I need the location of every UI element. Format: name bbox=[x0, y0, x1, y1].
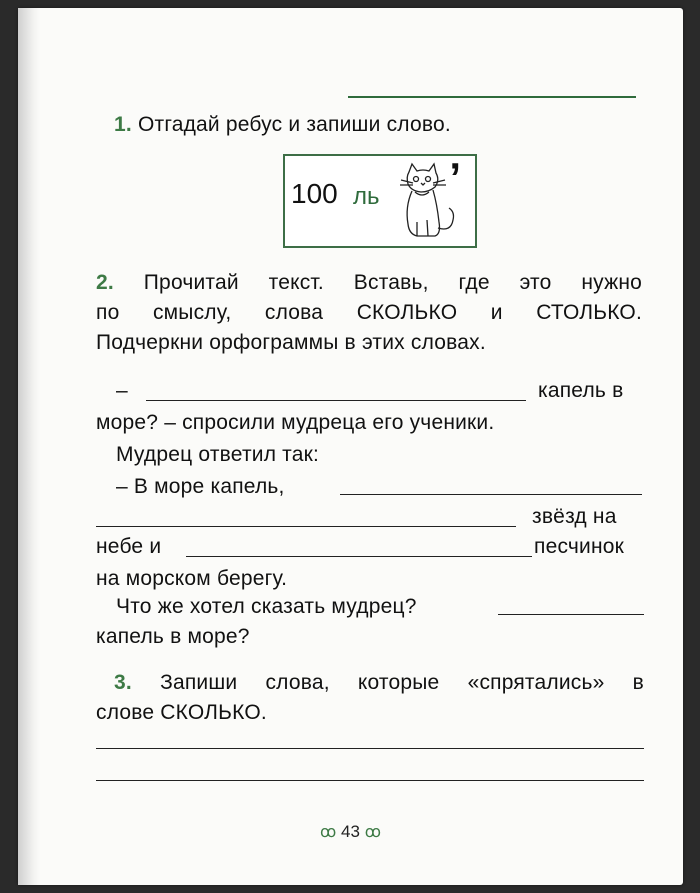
ornament-left-icon: ꝏ bbox=[320, 824, 337, 841]
rebus-comma: ’ bbox=[449, 154, 461, 201]
ornament-right-icon: ꝏ bbox=[364, 824, 381, 841]
answer-line-2[interactable] bbox=[96, 780, 644, 781]
task2-intro bbox=[96, 268, 642, 358]
workbook-page bbox=[18, 8, 683, 885]
text-kapel-v: капель в bbox=[538, 379, 624, 402]
task1-text: Отгадай ребус и запиши слово. bbox=[137, 113, 451, 136]
text-nebe: небе и bbox=[96, 535, 162, 558]
answer-line-top[interactable] bbox=[348, 96, 636, 98]
answer-line-1[interactable] bbox=[96, 748, 644, 749]
text-peschinok: песчинок bbox=[534, 535, 625, 558]
text-dash1: – bbox=[116, 379, 128, 402]
task2-intro-line1: Прочитай текст. Вставь, где это нужно bbox=[143, 271, 642, 294]
blank-2[interactable] bbox=[340, 494, 642, 495]
text-line6: на морском берегу. bbox=[96, 567, 288, 590]
blank-4[interactable] bbox=[186, 556, 532, 557]
task2-intro-line2: по смыслу, слова СКОЛЬКО и СТОЛЬКО. bbox=[96, 301, 642, 324]
task2-intro-line3: Подчеркни орфограммы в этих словах. bbox=[96, 331, 486, 354]
task1-heading bbox=[114, 110, 451, 140]
text-line2: море? – спросили мудреца его ученики. bbox=[96, 411, 495, 434]
task3-line1: Запиши слова, которые «спрятались» в bbox=[160, 671, 644, 694]
task3-number: 3. bbox=[114, 671, 132, 694]
blank-1[interactable] bbox=[146, 400, 526, 401]
rebus-number: 100 bbox=[291, 178, 338, 209]
text-line4: – В море капель, bbox=[116, 475, 285, 498]
cat-icon bbox=[395, 162, 457, 244]
page-footer bbox=[18, 822, 683, 842]
page-number: 43 bbox=[341, 822, 360, 841]
rebus-box bbox=[283, 154, 477, 248]
text-line3: Мудрец ответил так: bbox=[116, 443, 320, 466]
task3-line2: слове СКОЛЬКО. bbox=[96, 701, 267, 724]
rebus-letters: ль bbox=[353, 183, 380, 210]
task2-number: 2. bbox=[96, 271, 114, 294]
page-spine-shadow bbox=[18, 8, 40, 885]
task1-number: 1. bbox=[114, 113, 132, 136]
text-line7: Что же хотел сказать мудрец? bbox=[116, 595, 417, 618]
task3-heading bbox=[114, 668, 644, 698]
text-line8: капель в море? bbox=[96, 625, 250, 648]
blank-3[interactable] bbox=[96, 526, 516, 527]
blank-5[interactable] bbox=[498, 614, 644, 615]
text-zvezd: звёзд на bbox=[532, 505, 617, 528]
